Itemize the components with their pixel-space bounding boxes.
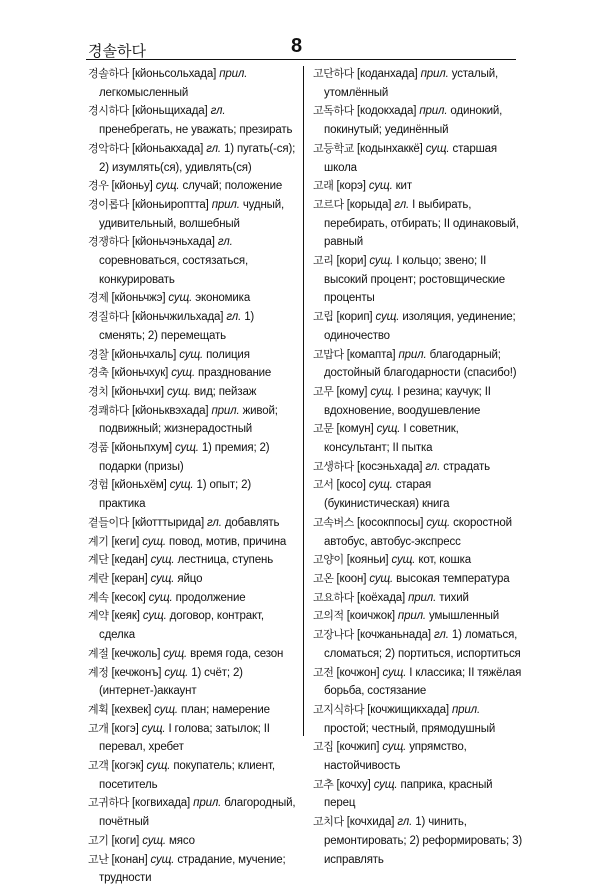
headword: 고래: [313, 179, 334, 193]
dictionary-entry: [313, 476, 525, 513]
definition: соревноваться, состязаться, конкурировать: [99, 255, 248, 286]
definition: паприка, красный перец: [324, 778, 493, 810]
headword: 고생하다: [313, 459, 354, 473]
dictionary-entry: [88, 65, 300, 102]
headword: 경질하다: [88, 310, 129, 324]
dictionary-entry: [88, 832, 300, 851]
transcription: [кочху]: [336, 778, 371, 791]
part-of-speech: прил.: [219, 68, 248, 80]
definition: 1) чинить, ремонтировать; 2) реформировать; 3) исправлять: [324, 816, 523, 866]
headword: 경험: [88, 478, 109, 492]
transcription: [конан]: [111, 853, 148, 866]
transcription: [кодынхаккё]: [356, 142, 423, 155]
definition: мясо: [169, 834, 195, 847]
dictionary-entry: [313, 738, 525, 775]
headword: 경쾌하다: [88, 403, 129, 417]
dictionary-entry: [313, 589, 525, 608]
dictionary-entry: [313, 607, 525, 626]
dictionary-entry: [313, 664, 525, 701]
definition: благодарный; достойный благодарности (спасибо!): [324, 348, 517, 380]
definition: экономика: [195, 292, 251, 305]
part-of-speech: сущ.: [150, 554, 175, 567]
definition: пренебрегать, не уважать; презирать: [99, 124, 293, 137]
part-of-speech: сущ.: [369, 255, 394, 268]
header-rule: [86, 59, 516, 60]
headword: 고속버스: [313, 515, 354, 529]
definition: I советник, консультант; II пытка: [324, 423, 459, 455]
transcription: [кочжип]: [336, 741, 380, 754]
transcription: [кочхида]: [346, 816, 395, 829]
definition: добавлять: [224, 516, 280, 529]
part-of-speech: прил.: [419, 105, 448, 118]
headword: 고장나다: [313, 628, 354, 642]
definition: высокая температура: [396, 572, 510, 585]
definition: 1) опыт; 2) практика: [99, 479, 252, 511]
dictionary-entry: [88, 383, 300, 402]
headword: 계속: [88, 590, 109, 604]
dictionary-entry: [88, 233, 300, 289]
headword: 계기: [88, 534, 109, 548]
definition: полиция: [206, 348, 250, 361]
headword: 곁들이다: [88, 515, 129, 529]
dictionary-entry: [313, 308, 525, 345]
headword: 고단하다: [313, 67, 354, 80]
definition: скоростной автобус, автобус-экспресс: [324, 516, 512, 548]
definition: 1) счёт; 2) (интернет-)аккаунт: [99, 666, 243, 698]
part-of-speech: гл.: [394, 198, 410, 211]
headword: 고립: [313, 310, 334, 324]
part-of-speech: сущ.: [425, 142, 450, 155]
headword: 고객: [88, 759, 109, 773]
transcription: [кйоньироптта]: [131, 198, 209, 211]
headword: 고양이: [313, 553, 344, 567]
headword: 고추: [313, 777, 334, 791]
headword: 고르다: [313, 197, 344, 211]
definition: упрямство, настойчивость: [324, 741, 467, 773]
definition: покупатель; клиент, посетитель: [99, 760, 275, 791]
dictionary-entry: [88, 533, 300, 552]
part-of-speech: сущ.: [368, 180, 393, 193]
dictionary-entry: [88, 196, 300, 233]
headword: 고등학교: [313, 141, 354, 155]
definition: страдать: [443, 460, 490, 473]
part-of-speech: прил.: [211, 404, 240, 417]
headword: 계약: [88, 609, 109, 623]
dictionary-entry: [313, 196, 525, 252]
part-of-speech: сущ.: [155, 180, 180, 193]
part-of-speech: прил.: [451, 703, 481, 716]
definition: I голова; затылок; II перевал, хребет: [99, 722, 270, 754]
definition: чудный, удивительный, волшебный: [99, 198, 285, 230]
headword: 계란: [88, 571, 109, 585]
dictionary-entry: [88, 177, 300, 196]
transcription: [кйоньчхаль]: [111, 348, 177, 361]
dictionary-entry: [313, 813, 525, 869]
definition: план; намерение: [181, 703, 270, 716]
headword: 계단: [88, 553, 109, 567]
transcription: [коёхада]: [356, 591, 406, 604]
transcription: [кочжищикхада]: [367, 703, 449, 716]
part-of-speech: сущ.: [382, 666, 407, 679]
transcription: [кому]: [336, 385, 368, 398]
transcription: [кедан]: [111, 554, 148, 567]
dictionary-entry: [88, 308, 300, 345]
dictionary-entry: [313, 458, 525, 477]
definition: кит: [395, 180, 412, 193]
part-of-speech: гл.: [207, 516, 222, 529]
transcription: [кйоньчэньхада]: [131, 236, 215, 249]
part-of-speech: гл.: [397, 816, 413, 829]
transcription: [кйоньсольхада]: [131, 68, 217, 80]
headword: 고독하다: [313, 104, 354, 118]
transcription: [коги]: [111, 834, 140, 847]
definition: легкомысленный: [99, 86, 189, 99]
dictionary-entry: [88, 851, 300, 888]
definition: страдание, мучение; трудности: [99, 853, 286, 885]
transcription: [когэк]: [111, 760, 144, 773]
transcription: [комапта]: [346, 348, 396, 361]
definition: изоляция, уединение; одиночество: [324, 311, 516, 342]
definition: продолжение: [175, 591, 246, 604]
headword: 경쟁하다: [88, 235, 129, 249]
headword: 경악하다: [88, 141, 129, 155]
page-number: 8: [291, 35, 303, 57]
transcription: [кйоньчжэ]: [111, 292, 166, 305]
definition: договор, контракт, сделка: [99, 610, 264, 642]
headword: 고요하다: [313, 590, 354, 604]
dictionary-entry: [88, 551, 300, 570]
definition: случай; положение: [182, 180, 283, 193]
definition: 1) ломаться, сломаться; 2) портиться, испортиться: [324, 629, 521, 660]
headword: 고문: [313, 422, 334, 436]
dictionary-entry: [88, 439, 300, 476]
part-of-speech: сущ.: [150, 853, 175, 866]
part-of-speech: прил.: [193, 797, 222, 810]
transcription: [кйоньквэхада]: [131, 404, 209, 417]
dictionary-entry: [313, 383, 525, 420]
transcription: [корип]: [336, 311, 373, 324]
definition: живой; подвижный; жизнерадостный: [99, 404, 278, 436]
part-of-speech: сущ.: [368, 479, 393, 492]
headword: 고난: [88, 852, 109, 866]
part-of-speech: гл.: [226, 311, 242, 324]
headword: 고귀하다: [88, 796, 129, 810]
transcription: [керан]: [111, 572, 148, 585]
dictionary-entry: [313, 177, 525, 196]
definition: тихий: [439, 591, 469, 604]
definition: старая (букинистическая) книга: [324, 479, 450, 511]
headword: 고리: [313, 254, 334, 268]
part-of-speech: сущ.: [154, 703, 178, 716]
part-of-speech: прил.: [397, 610, 426, 623]
part-of-speech: сущ.: [142, 535, 166, 548]
part-of-speech: сущ.: [369, 572, 394, 585]
dictionary-entry: [313, 252, 525, 308]
definition: I кольцо; звено; II высокий процент; ростовщические проценты: [324, 255, 506, 305]
part-of-speech: сущ.: [168, 292, 193, 305]
transcription: [кочжон]: [336, 666, 380, 679]
dictionary-entry: [88, 701, 300, 720]
transcription: [корыда]: [346, 198, 392, 211]
transcription: [кечжоль]: [111, 647, 161, 660]
definition: лестница, ступень: [177, 554, 274, 567]
transcription: [кочжаньнада]: [356, 629, 431, 642]
transcription: [косо]: [336, 479, 366, 492]
definition: кот, кошка: [418, 554, 471, 567]
transcription: [кеги]: [111, 535, 140, 548]
part-of-speech: сущ.: [142, 834, 166, 847]
transcription: [кйоньчхук]: [111, 367, 169, 380]
headword: 경시하다: [88, 104, 129, 118]
headword: 고무: [313, 384, 334, 398]
definition: 1) премия; 2) подарки (призы): [99, 442, 270, 473]
transcription: [кйотттырида]: [131, 516, 204, 529]
part-of-speech: сущ.: [171, 367, 195, 380]
column-divider: [303, 66, 304, 736]
headword: 경축: [88, 366, 109, 380]
transcription: [кеяк]: [111, 610, 140, 623]
definition: благородный, почётный: [99, 797, 296, 829]
part-of-speech: сущ.: [169, 479, 194, 492]
headword: 고의적: [313, 609, 344, 623]
dictionary-entry: [88, 607, 300, 644]
headword: 계획: [88, 702, 109, 716]
left-column: [88, 65, 300, 888]
part-of-speech: прил.: [408, 591, 437, 604]
part-of-speech: сущ.: [391, 554, 416, 567]
definition: старшая школа: [324, 142, 497, 174]
headword: 경이롭다: [88, 197, 129, 211]
dictionary-entry: [88, 289, 300, 308]
dictionary-entry: [88, 720, 300, 757]
headword: 계절: [88, 646, 109, 660]
part-of-speech: сущ.: [426, 516, 451, 529]
part-of-speech: сущ.: [150, 572, 175, 585]
headword: 경제: [88, 291, 109, 305]
headword: 고온: [313, 571, 334, 585]
dictionary-entry: [88, 402, 300, 439]
dictionary-entry: [313, 776, 525, 813]
definition: умышленный: [429, 610, 500, 623]
headword: 고기: [88, 833, 109, 847]
headword: 경찰: [88, 347, 109, 361]
transcription: [коон]: [336, 572, 367, 585]
transcription: [кйоньакхада]: [131, 142, 204, 155]
transcription: [кояньи]: [346, 554, 389, 567]
dictionary-entry: [88, 757, 300, 794]
transcription: [кехвек]: [111, 703, 152, 716]
headword: 고지식하다: [313, 702, 365, 716]
transcription: [кйоньщихада]: [131, 105, 208, 118]
right-column: [313, 65, 525, 869]
part-of-speech: прил.: [398, 348, 427, 361]
dictionary-entry: [313, 701, 525, 738]
dictionary-entry: [88, 645, 300, 664]
dictionary-entry: [313, 346, 525, 383]
definition: 1) сменять; 2) перемещать: [99, 311, 255, 342]
dictionary-entry: [88, 664, 300, 701]
headword: 고전: [313, 665, 334, 679]
transcription: [кйоньу]: [111, 180, 153, 193]
transcription: [косэньхада]: [356, 460, 423, 473]
transcription: [кодокхада]: [356, 105, 417, 118]
dictionary-entry: [313, 626, 525, 663]
transcription: [комун]: [336, 423, 374, 436]
transcription: [коичжок]: [346, 610, 395, 623]
part-of-speech: сущ.: [376, 423, 401, 436]
part-of-speech: сущ.: [146, 760, 171, 773]
dictionary-entry: [88, 102, 300, 139]
definition: повод, мотив, причина: [169, 535, 287, 548]
definition: празднование: [198, 367, 272, 380]
headword: 경품: [88, 441, 109, 455]
part-of-speech: сущ.: [382, 741, 407, 754]
transcription: [кйоньчхи]: [111, 385, 164, 398]
dictionary-entry: [88, 514, 300, 533]
definition: вид; пейзаж: [193, 385, 257, 398]
dictionary-entry: [313, 65, 525, 102]
headword: 경치: [88, 384, 109, 398]
transcription: [коданхада]: [356, 68, 418, 80]
dictionary-entry: [313, 102, 525, 139]
transcription: [когвихада]: [131, 797, 191, 810]
part-of-speech: сущ.: [373, 778, 398, 791]
part-of-speech: сущ.: [164, 666, 189, 679]
headword: 고맙다: [313, 347, 344, 361]
dictionary-entry: [88, 476, 300, 513]
part-of-speech: гл.: [206, 142, 221, 155]
headword: 고개: [88, 721, 109, 735]
part-of-speech: сущ.: [167, 385, 191, 398]
headword: 경우: [88, 179, 109, 193]
dictionary-entry: [88, 589, 300, 608]
part-of-speech: сущ.: [179, 348, 204, 361]
part-of-speech: прил.: [420, 68, 449, 80]
transcription: [кйоньчжильхада]: [131, 311, 224, 324]
definition: время года, сезон: [190, 647, 284, 660]
part-of-speech: сущ.: [148, 591, 173, 604]
definition: 1) пугать(-ся); 2) изумлять(ся), удивлять(ся): [99, 142, 296, 174]
dictionary-entry: [88, 346, 300, 365]
dictionary-entry: [313, 140, 525, 177]
part-of-speech: сущ.: [175, 442, 199, 455]
definition: I выбирать, перебирать, отбирать; II одинаковый, равный: [324, 198, 519, 249]
part-of-speech: гл.: [434, 629, 449, 642]
transcription: [корэ]: [336, 180, 366, 193]
headword: 고서: [313, 478, 334, 492]
dictionary-entry: [313, 420, 525, 457]
part-of-speech: сущ.: [163, 647, 188, 660]
headword: 고집: [313, 740, 334, 754]
definition: усталый, утомлённый: [324, 68, 499, 99]
headword: 경솔하다: [88, 67, 129, 80]
transcription: [кори]: [336, 255, 367, 268]
definition: яйцо: [177, 572, 203, 585]
headword: 고치다: [313, 815, 344, 829]
transcription: [кесок]: [111, 591, 146, 604]
dictionary-entry: [88, 140, 300, 177]
part-of-speech: гл.: [217, 236, 233, 249]
running-header-word: 경솔하다: [88, 42, 146, 60]
transcription: [кйоньхём]: [111, 479, 167, 492]
definition: I резина; каучук; II вдохновение, воодушевление: [324, 385, 491, 417]
part-of-speech: сущ.: [141, 722, 166, 735]
part-of-speech: гл.: [210, 105, 226, 118]
dictionary-entry: [313, 514, 525, 551]
dictionary-entry: [88, 570, 300, 589]
part-of-speech: сущ.: [370, 385, 395, 398]
headword: 계정: [88, 665, 109, 679]
definition: простой; честный, прямодушный: [324, 722, 496, 735]
transcription: [кйоньпхум]: [111, 442, 172, 455]
dictionary-entry: [313, 551, 525, 570]
definition: одинокий, покинутый; уединённый: [324, 105, 503, 137]
transcription: [когэ]: [111, 722, 139, 735]
part-of-speech: сущ.: [375, 311, 400, 324]
transcription: [кечжонъ]: [111, 666, 162, 679]
part-of-speech: гл.: [425, 460, 441, 473]
part-of-speech: сущ.: [142, 610, 167, 623]
dictionary-entry: [313, 570, 525, 589]
part-of-speech: прил.: [211, 198, 240, 211]
dictionary-entry: [88, 364, 300, 383]
dictionary-entry: [88, 794, 300, 831]
definition: I классика; II тяжёлая борьба, состязание: [324, 666, 522, 698]
transcription: [косокппосы]: [356, 516, 424, 529]
